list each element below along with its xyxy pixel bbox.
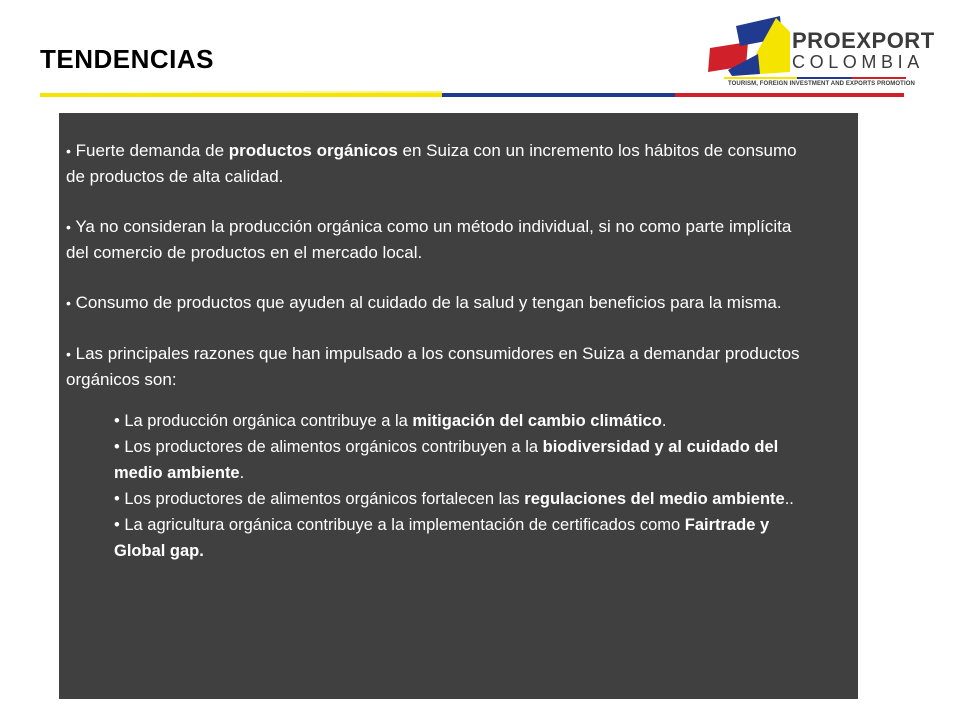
proexport-logo [706, 14, 935, 92]
bullet-dot: • [66, 295, 71, 311]
logo-name: PROEXPORT [792, 28, 935, 53]
sub-bullet-item [114, 512, 818, 564]
bullet-text: Los productores de alimentos orgánicos fortalecen las [124, 490, 525, 508]
bullet-text: Fuerte demanda de [75, 141, 229, 160]
bullet-text: La producción orgánica contribuye a la [124, 412, 413, 430]
bullet-item [66, 290, 818, 316]
bullet-text: La agricultura orgánica contribuye a la implementación de certificados como [124, 516, 685, 534]
bullet-dot: • [114, 412, 120, 430]
bullet-dot: • [114, 490, 120, 508]
logo-country: COLOMBIA [792, 52, 924, 72]
bullet-emphasis: regulaciones del medio ambiente [524, 490, 785, 508]
logo-mark-icon [706, 14, 790, 78]
bullet-dot: • [114, 516, 120, 534]
bullet-emphasis: productos orgánicos [228, 141, 398, 160]
bullet-text: Consumo de productos que ayuden al cuidado de la salud y tengan beneficios para la misma. [75, 293, 782, 312]
bullet-dot: • [114, 438, 120, 456]
bullet-item [66, 214, 818, 265]
content-panel [59, 113, 858, 699]
logo-tricolor-line [724, 77, 906, 79]
bullet-text: . [239, 464, 245, 482]
sub-bullet-item [114, 408, 818, 434]
page-title: TENDENCIAS [40, 44, 215, 74]
bullet-item [66, 138, 818, 189]
bullet-emphasis: biodiversidad y al cuidado del medio ambiente [114, 438, 779, 482]
bullet-text: en Suiza con un incremento los hábitos de consumo de productos de alta calidad. [66, 141, 797, 186]
bullet-text: . [661, 412, 667, 430]
bullet-dot: • [66, 143, 71, 159]
bullet-item [66, 341, 818, 392]
sub-bullet-item [114, 434, 818, 486]
bullet-text: Los productores de alimentos orgánicos contribuyen a la [124, 438, 543, 456]
bullet-emphasis: Fairtrade y Global gap. [114, 516, 770, 560]
bullet-text: .. [784, 490, 794, 508]
logo-tagline: TOURISM, FOREIGN INVESTMENT AND EXPORTS PROMOTION [728, 81, 915, 87]
bullet-text: Ya no consideran la producción orgánica como un método individual, si no como parte implícita del comercio de productos en el mercado local. [66, 217, 792, 262]
bullet-dot: • [66, 346, 71, 362]
bullet-dot: • [66, 219, 71, 235]
bullet-emphasis: mitigación del cambio climático [412, 412, 662, 430]
sub-bullet-list [114, 408, 818, 564]
sub-bullet-item [114, 486, 818, 512]
bullet-text: Las principales razones que han impulsado a los consumidores en Suiza a demandar productos orgánicos son: [66, 344, 800, 389]
title-underline-tricolor [40, 93, 904, 97]
